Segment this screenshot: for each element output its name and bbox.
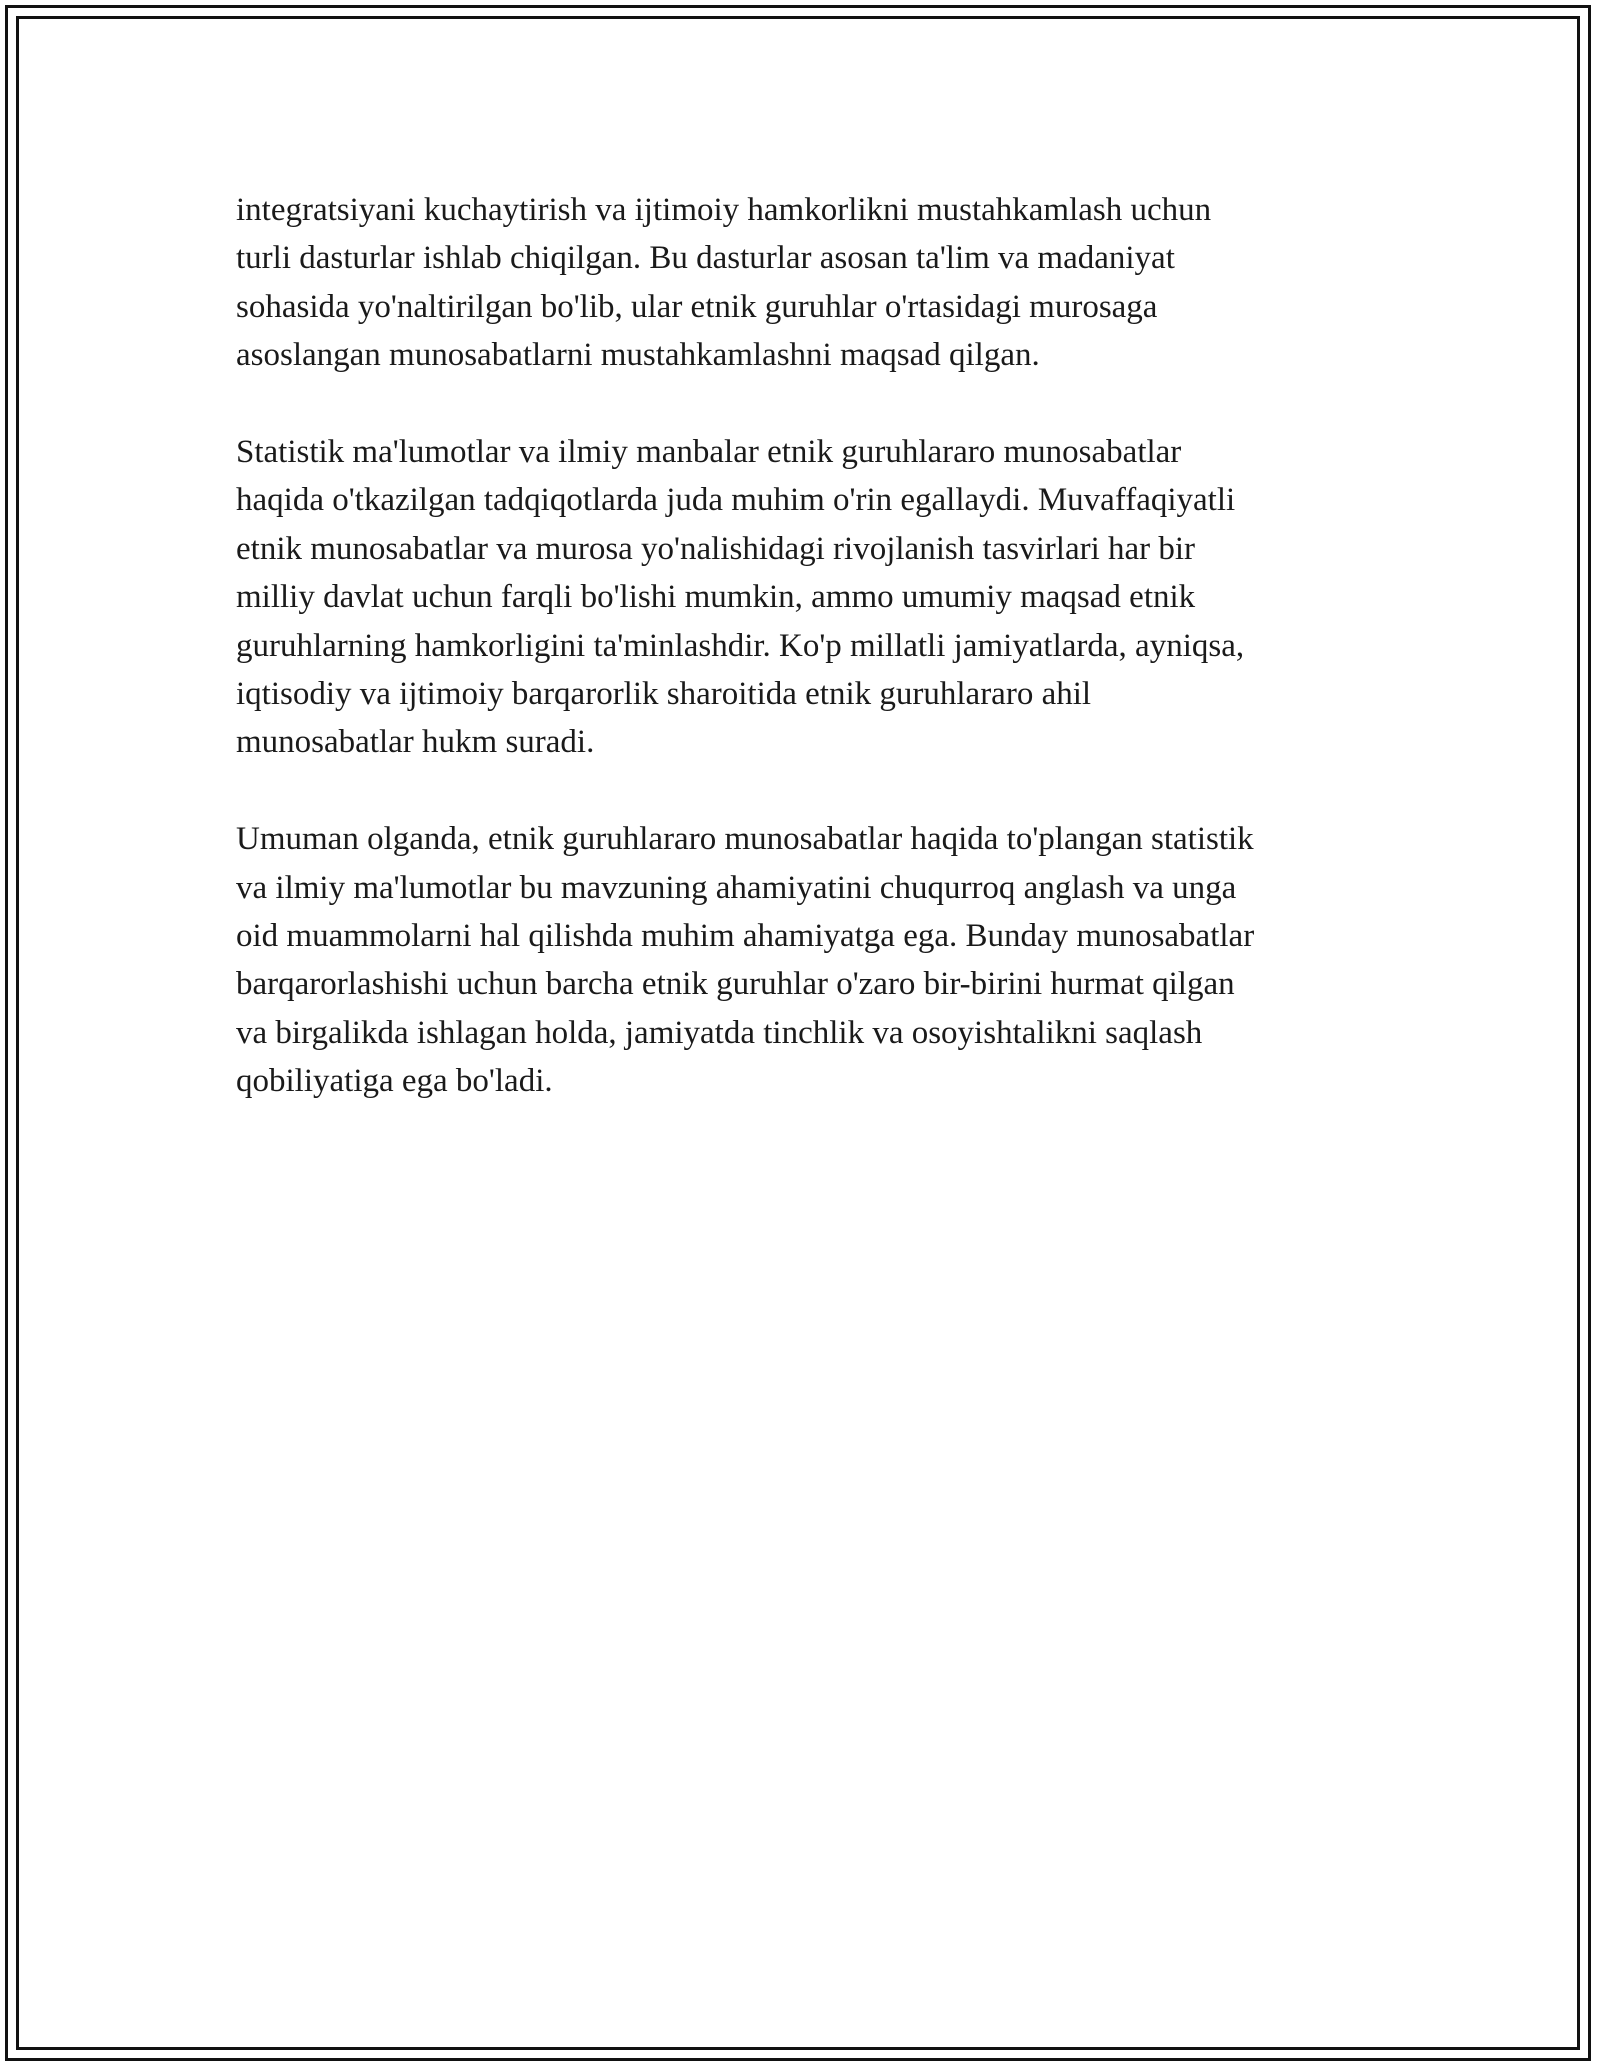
text-line: guruhlarning hamkorligini ta'minlashdir. Ko'p millatli jamiyatlarda, ayniqsa,: [236, 627, 1245, 664]
paragraph-1: [236, 186, 1376, 380]
text-line: integratsiyani kuchaytirish va ijtimoiy hamkorlikni mustahkamlash uchun: [236, 192, 1212, 228]
text-line: barqarorlashishi uchun barcha etnik guruhlar o'zaro bir-birini hurmat qilgan: [236, 966, 1235, 1003]
text-line: turli dasturlar ishlab chiqilgan. Bu dasturlar asosan ta'lim va madaniyat: [236, 240, 1175, 277]
text-line: va birgalikda ishlagan holda, jamiyatda tinchlik va osoyishtalikni saqlash: [236, 1014, 1203, 1051]
text-line: sohasida yo'naltirilgan bo'lib, ular etnik guruhlar o'rtasidagi murosaga: [236, 288, 1158, 325]
text-line: qobiliyatiga ega bo'ladi.: [236, 1063, 553, 1100]
paragraph-2: [236, 428, 1376, 767]
text-line: milliy davlat uchun farqli bo'lishi mumkin, ammo umumiy maqsad etnik: [236, 579, 1196, 616]
text-line: va ilmiy ma'lumotlar bu mavzuning ahamiyatini chuqurroq anglash va unga: [236, 869, 1237, 906]
text-line: Umuman olganda, etnik guruhlararo munosabatlar haqida to'plangan statistik: [236, 821, 1254, 858]
paragraph-3: [236, 815, 1376, 1105]
text-line: haqida o'tkazilgan tadqiqotlarda juda muhim o'rin egallaydi. Muvaffaqiyatli: [236, 482, 1236, 519]
document-body: [236, 186, 1376, 1154]
text-line: asoslangan munosabatlarni mustahkamlashni maqsad qilgan.: [236, 337, 1040, 374]
text-line: Statistik ma'lumotlar va ilmiy manbalar etnik guruhlararo munosabatlar: [236, 434, 1182, 471]
text-line: iqtisodiy va ijtimoiy barqarorlik sharoitida etnik guruhlararo ahil: [236, 676, 1092, 713]
text-line: munosabatlar hukm suradi.: [236, 724, 595, 761]
text-line: oid muammolarni hal qilishda muhim ahamiyatga ega. Bunday munosabatlar: [236, 918, 1255, 955]
text-line: etnik munosabatlar va murosa yo'nalishidagi rivojlanish tasvirlari har bir: [236, 530, 1196, 567]
